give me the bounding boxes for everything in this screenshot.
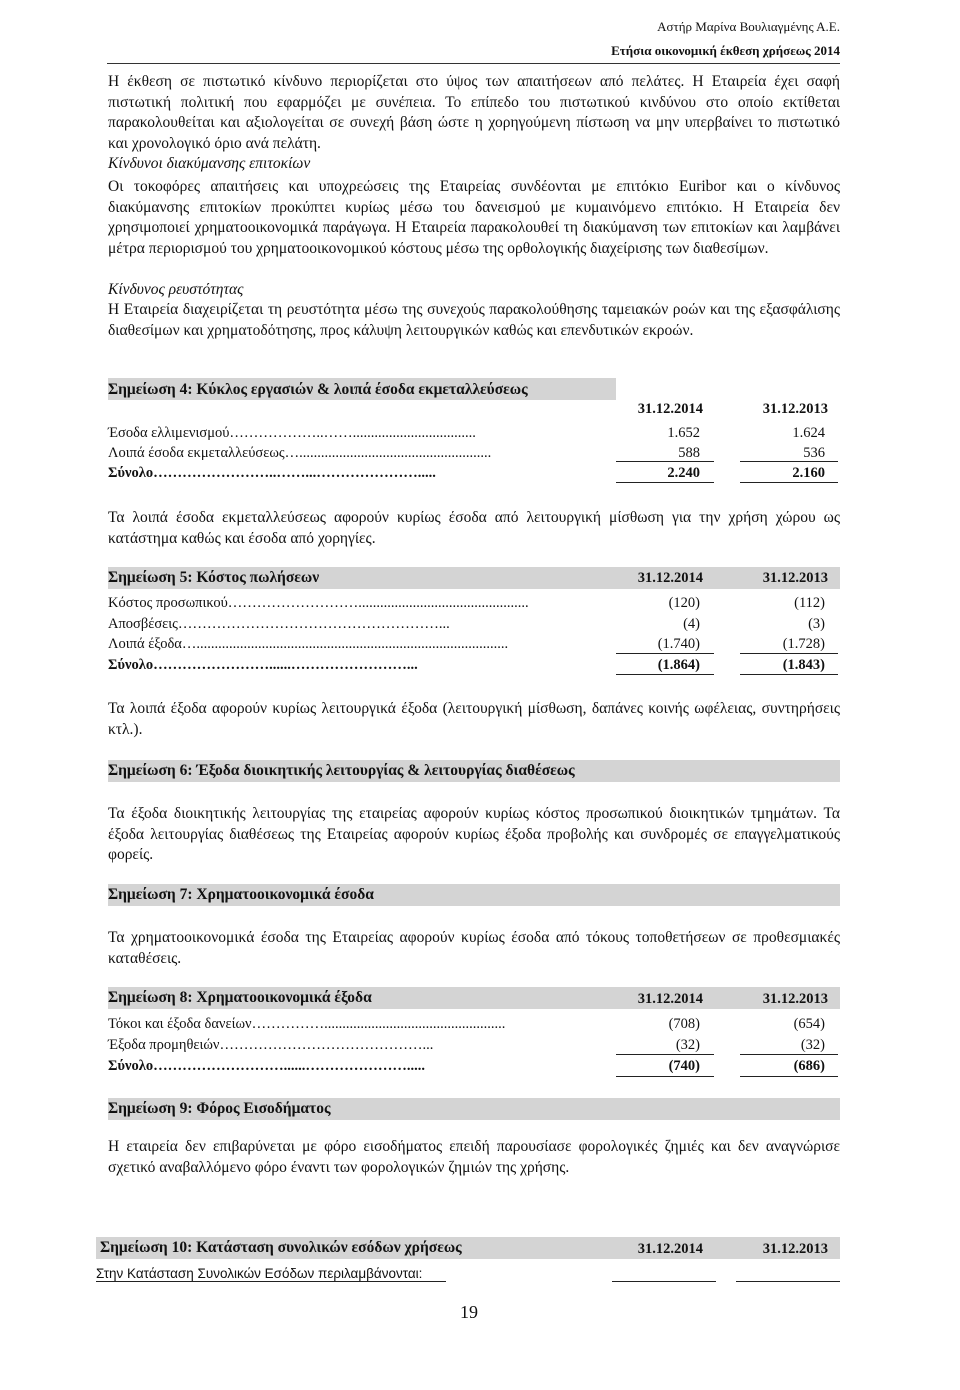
note8-row-value-2013: (32) bbox=[800, 1037, 825, 1053]
note6-paragraph: Τα έξοδα διοικητικής λειτουργίας της εταιρείας αφορούν κυρίως κόστος προσωπικού διοικητικών τμημάτων. Τα έξοδα λειτουργίας διαθέσεως της Εταιρείας αφορούν κυρίως έξοδα προβολής και συνδρομές σε επαγγελματικούς φορείς. bbox=[108, 805, 840, 864]
note8-row-value-2014: (708) bbox=[668, 1016, 700, 1032]
note5-row-value-2014: (1.740) bbox=[657, 636, 700, 652]
subtotal-rule bbox=[616, 1054, 714, 1055]
note5-row-value-2014: (4) bbox=[683, 616, 700, 632]
total-rule bbox=[616, 1076, 714, 1077]
note5-row-label: Αποσβέσεις………………………………………………... bbox=[108, 616, 450, 632]
note10-subtitle: Στην Κατάσταση Συνολικών Εσόδων περιλαμβάνονται: bbox=[96, 1266, 423, 1281]
note4-total-2013: 2.160 bbox=[792, 465, 825, 481]
note4-col-2014: 31.12.2014 bbox=[637, 401, 703, 417]
note4-title: Σημείωση 4: Κύκλος εργασιών & λοιπά έσοδα εκμεταλλεύσεως bbox=[108, 381, 528, 398]
note4-total-2014: 2.240 bbox=[667, 465, 700, 481]
note5-row-label: Κόστος προσωπικού………………………............................................... bbox=[108, 595, 529, 611]
note5-paragraph: Τα λοιπά έξοδα αφορούν κυρίως λειτουργικά έξοδα (λειτουργική μίσθωση, δαπάνες κοινής ωφέλειας, συντηρήσεις κτλ.). bbox=[108, 700, 840, 738]
note9-title: Σημείωση 9: Φόρος Εισοδήματος bbox=[108, 1100, 331, 1117]
note8-row-value-2014: (32) bbox=[675, 1037, 700, 1053]
header-rule bbox=[107, 63, 840, 64]
note10-title: Σημείωση 10: Κατάσταση συνολικών εσόδων χρήσεως bbox=[100, 1239, 462, 1256]
note8-col-2013: 31.12.2013 bbox=[762, 991, 828, 1007]
note4-row-value-2014: 1.652 bbox=[667, 425, 700, 441]
subtotal-rule bbox=[616, 461, 714, 462]
note5-total-label: Σύνολο……………………......……………………... bbox=[108, 657, 418, 673]
note10-col-2013: 31.12.2013 bbox=[762, 1241, 828, 1257]
subtotal-rule bbox=[740, 653, 838, 654]
note8-total-2013: (686) bbox=[793, 1058, 825, 1074]
note7-paragraph: Τα χρηματοοικονομικά έσοδα της Εταιρείας αφορούν κυρίως έσοδα από τόκους τοποθετήσεων σε προθεσμιακές καταθέσεις. bbox=[108, 929, 840, 967]
subtotal-rule bbox=[740, 1054, 838, 1055]
header-company: Αστήρ Μαρίνα Βουλιαγμένης Α.Ε. bbox=[657, 19, 840, 34]
note7-title: Σημείωση 7: Χρηματοοικονομικά έσοδα bbox=[108, 886, 374, 903]
note8-total-label: Σύνολο………………………......…………………..... bbox=[108, 1058, 425, 1074]
header-report: Ετήσια οικονομική έκθεση χρήσεως 2014 bbox=[611, 43, 840, 58]
subtotal-rule bbox=[740, 461, 838, 462]
note4-paragraph: Τα λοιπά έσοδα εκμεταλλεύσεως αφορούν κυρίως έσοδα από λειτουργική μίσθωση για την χρήση χώρου ως κατάστημα καθώς και έσοδα από χορηγίες. bbox=[108, 509, 840, 547]
note9-paragraph: Η εταιρεία δεν επιβαρύνεται με φόρο εισοδήματος επειδή παρουσίασε φορολογικές ζημιές και δεν αναγνώρισε σχετικό αναβαλλόμενο φόρο έναντι των φορολογικών ζημιών της χρήσης. bbox=[108, 1138, 840, 1176]
note5-col-2014: 31.12.2014 bbox=[637, 570, 703, 586]
note4-row-label: Λοιπά έσοδα εκμεταλλεύσεως…..................................................... bbox=[108, 445, 492, 461]
note8-row-label: Τόκοι και έξοδα δανείων…………….................................................. bbox=[108, 1016, 506, 1032]
note5-col-2013: 31.12.2013 bbox=[762, 570, 828, 586]
page-number: 19 bbox=[460, 1302, 478, 1322]
note8-col-2014: 31.12.2014 bbox=[637, 991, 703, 1007]
note4-row-label: Έσοδα ελλιμενισμού………………..…….................................. bbox=[108, 425, 476, 441]
note4-row-value-2013: 1.624 bbox=[792, 425, 825, 441]
note5-row-value-2013: (112) bbox=[794, 595, 825, 611]
interest-risk-paragraph: Οι τοκοφόρες απαιτήσεις και υποχρεώσεις της Εταιρείας συνδέονται με επιτόκιο Euribor και ο κίνδυνος διακύμανσης επιτοκίων προκύπτει κυρίως μέσω του δανεισμού με κυμαινόμενο επιτόκιο. Η Εταιρεία δεν χρησιμοποιεί χρηματοοικονομικά παράγωγα. Η Εταιρεία παρακολουθεί τη διακύμανση των επιτοκίων και λαμβάνει μέτρα περιορισμού του χρηματοοικονομικού κόστους μέσω της ορθολογικής διαχείρισης των διαθεσίμων. bbox=[108, 178, 840, 257]
interest-risk-heading: Κίνδυνοι διακύμανσης επιτοκίων bbox=[108, 155, 311, 172]
total-rule bbox=[616, 674, 714, 675]
note8-total-2014: (740) bbox=[668, 1058, 700, 1074]
total-rule bbox=[616, 482, 714, 483]
note5-row-value-2014: (120) bbox=[668, 595, 700, 611]
note4-col-2013: 31.12.2013 bbox=[762, 401, 828, 417]
note5-row-label: Λοιπά έξοδα…...................................................................................... bbox=[108, 636, 509, 652]
note5-row-value-2013: (1.728) bbox=[782, 636, 825, 652]
total-rule bbox=[740, 1076, 838, 1077]
note5-title: Σημείωση 5: Κόστος πωλήσεων bbox=[108, 569, 320, 586]
col-rule bbox=[612, 1281, 716, 1282]
subtotal-rule bbox=[616, 653, 714, 654]
note4-row-value-2014: 588 bbox=[678, 445, 700, 461]
note5-total-2014: (1.864) bbox=[657, 657, 700, 673]
liquidity-risk-paragraph: Η Εταιρεία διαχειρίζεται τη ρευστότητα μέσω της συνεχούς παρακολούθησης ταμειακών ροών και της εξασφάλισης διαθεσίμων και χρηματοδότησης, προς κάλυψη λειτουργικών καθώς και επενδυτικών εκροών. bbox=[108, 301, 840, 339]
credit-risk-paragraph: Η έκθεση σε πιστωτικό κίνδυνο περιορίζεται στο ύψος των απαιτήσεων από πελάτες. Η Εταιρεία έχει σαφή πιστωτική πολιτική που εφαρμόζει με συνέπεια. Το επίπεδο του πιστωτικού κινδύνου στο οποίο εκτίθεται παρακολουθείται και αξιολογείται σε συνεχή βάση ώστε η χορηγούμενη πίστωση να μην υπερβαίνει το πιστωτικό και χρονολογικό όριο ανά πελάτη. bbox=[108, 73, 840, 152]
subtitle-rule bbox=[96, 1281, 446, 1282]
note10-col-2014: 31.12.2014 bbox=[637, 1241, 703, 1257]
note4-row-value-2013: 536 bbox=[803, 445, 825, 461]
liquidity-risk-heading: Κίνδυνος ρευστότητας bbox=[108, 281, 244, 298]
note8-row-label: Έξοδα προμηθειών……………………………………... bbox=[108, 1037, 434, 1053]
note5-total-2013: (1.843) bbox=[782, 657, 825, 673]
note8-row-value-2013: (654) bbox=[793, 1016, 825, 1032]
total-rule bbox=[740, 482, 838, 483]
note6-title: Σημείωση 6: Έξοδα διοικητικής λειτουργίας & λειτουργίας διαθέσεως bbox=[108, 762, 575, 779]
note4-total-label: Σύνολο……………………..……...…………………..... bbox=[108, 465, 436, 481]
note5-row-value-2013: (3) bbox=[808, 616, 825, 632]
note8-title: Σημείωση 8: Χρηματοοικονομικά έξοδα bbox=[108, 989, 372, 1006]
total-rule bbox=[740, 674, 838, 675]
col-rule bbox=[736, 1281, 840, 1282]
